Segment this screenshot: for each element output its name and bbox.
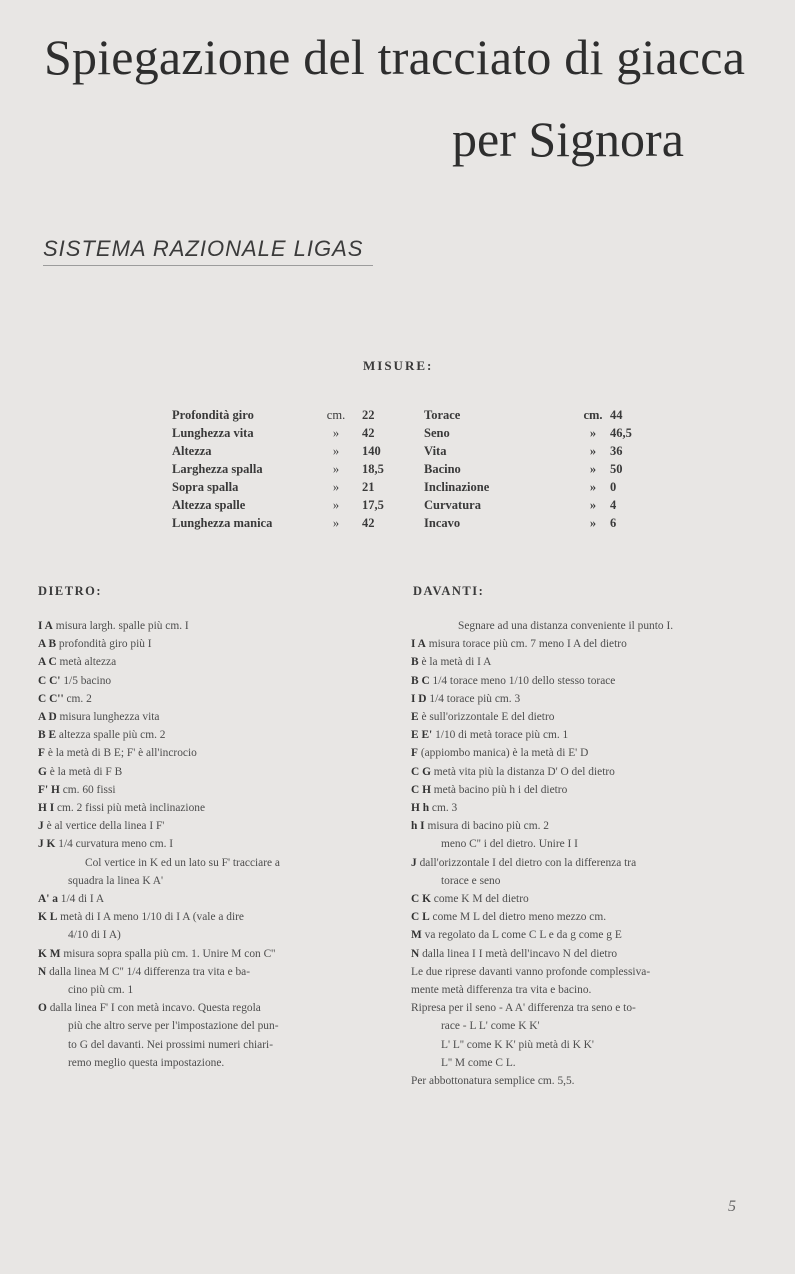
measure-label: Sopra spalla: [172, 479, 239, 494]
measure-value: 18,5: [362, 461, 384, 476]
instruction-text: L'' M come C L.: [441, 1056, 516, 1069]
instruction-text: misura torace più cm. 7 meno I A del dietro: [428, 638, 627, 651]
measure-unit: cm.: [583, 407, 603, 422]
instruction-line: [411, 963, 761, 981]
instruction-line: [411, 726, 761, 744]
instruction-line: [38, 690, 378, 708]
measure-unit: cm.: [326, 407, 346, 422]
measure-label: Lunghezza manica: [172, 515, 273, 530]
instruction-text: Col vertice in K ed un lato su F' tracciare a: [85, 856, 280, 869]
measure-value: 42: [362, 425, 375, 440]
instruction-line: [38, 981, 378, 999]
instruction-text: più che altro serve per l'impostazione del pun-: [68, 1020, 279, 1033]
point-key: C K: [411, 893, 431, 906]
point-key: E E': [411, 729, 433, 742]
instruction-line: [38, 1017, 378, 1035]
point-key: N: [38, 965, 47, 978]
measure-label: Altezza spalle: [172, 497, 246, 512]
instruction-line: [38, 945, 378, 963]
instruction-text: è la metà di I A: [421, 656, 492, 669]
measure-unit: »: [332, 497, 340, 512]
measure-label: Altezza: [172, 443, 212, 458]
instruction-line: [38, 963, 378, 981]
instruction-text: misura largh. spalle più cm. I: [55, 620, 189, 632]
point-key: J: [38, 820, 44, 833]
measure-label: Inclinazione: [424, 479, 490, 494]
point-key: B E: [38, 729, 57, 742]
point-key: F' H: [38, 783, 60, 796]
instruction-line: [411, 835, 761, 853]
measure-row: [172, 424, 650, 442]
measure-label: Incavo: [424, 515, 461, 530]
measure-unit: »: [589, 461, 597, 476]
instruction-line: [411, 890, 761, 908]
measure-unit: »: [332, 461, 340, 476]
instruction-text: 1/4 di I A: [60, 893, 105, 906]
instruction-line: [38, 1054, 378, 1072]
measure-value: 42: [362, 515, 375, 530]
measure-label: Profondità giro: [172, 407, 254, 422]
instruction-line: [38, 999, 378, 1017]
point-key: A B: [38, 638, 57, 651]
davanti-heading: DAVANTI:: [413, 584, 485, 598]
instruction-line: [411, 981, 761, 999]
point-key: I A: [411, 638, 426, 651]
instruction-text: L' L'' come K K' più metà di K K': [441, 1038, 594, 1051]
instruction-line: [411, 799, 761, 817]
point-key: C L: [411, 911, 430, 924]
instruction-text: 1/4 torace meno 1/10 dello stesso torace: [432, 674, 616, 687]
point-key: A' a: [38, 893, 58, 906]
instruction-line: [411, 653, 761, 671]
instruction-text: race - L L' come K K': [441, 1020, 540, 1033]
instruction-text: dalla linea F' I con metà incavo. Questa regola: [49, 1002, 261, 1015]
measure-row: [172, 496, 650, 514]
instruction-text: è al vertice della linea I F': [46, 820, 165, 833]
instruction-line: [38, 653, 378, 671]
instruction-line: [411, 1054, 761, 1072]
instruction-text: è sull'orizzontale E del dietro: [421, 711, 555, 724]
measure-row: [172, 514, 650, 532]
instruction-text: 1/4 curvatura meno cm. I: [58, 838, 174, 851]
instruction-text: 1/4 torace più cm. 3: [429, 692, 521, 705]
measure-label: Larghezza spalla: [172, 461, 263, 476]
measure-value: 46,5: [610, 425, 632, 440]
instruction-text: 1/5 bacino: [63, 674, 112, 687]
measure-unit: »: [332, 515, 340, 530]
davanti-instructions: [411, 617, 761, 1090]
point-key: G: [38, 765, 47, 778]
instruction-text: misura di bacino più cm. 2: [427, 820, 549, 833]
point-key: C C'': [38, 692, 64, 705]
measure-value: 4: [610, 497, 617, 512]
instruction-text: Per abbottonatura semplice cm. 5,5.: [411, 1075, 575, 1088]
point-key: H h: [411, 802, 430, 815]
instruction-text: mente metà differenza tra vita e bacino.: [411, 984, 592, 997]
instruction-text: squadra la linea K A': [68, 874, 164, 887]
instruction-line: [38, 672, 378, 690]
measure-unit: »: [332, 479, 340, 494]
instruction-text: cm. 2: [66, 692, 92, 705]
point-key: B C: [411, 674, 430, 687]
instruction-line: [38, 908, 378, 926]
instruction-text: profondità giro più I: [58, 638, 152, 651]
point-key: C H: [411, 783, 431, 796]
instruction-text: cm. 2 fissi più metà inclinazione: [57, 802, 206, 815]
point-key: h I: [411, 820, 425, 833]
instruction-line: [411, 690, 761, 708]
instruction-text: metà altezza: [59, 656, 117, 669]
instruction-text: misura lunghezza vita: [59, 711, 160, 724]
measure-value: 140: [362, 443, 381, 458]
instruction-text: metà vita più la distanza D' O del dietro: [433, 765, 615, 778]
instruction-line: [411, 708, 761, 726]
instruction-text: to G del davanti. Nei prossimi numeri chiari-: [68, 1038, 273, 1051]
point-key: E: [411, 711, 419, 724]
point-key: C G: [411, 765, 431, 778]
instruction-text: dall'orizzontale I del dietro con la differenza tra: [419, 856, 637, 869]
instruction-text: misura sopra spalla più cm. 1. Unire M con C'': [63, 947, 276, 960]
instruction-text: Ripresa per il seno - A A' differenza tra seno e to-: [411, 1002, 636, 1015]
instruction-line: [411, 781, 761, 799]
measure-label: Vita: [424, 443, 447, 458]
measures-heading: MISURE:: [363, 358, 434, 373]
instruction-line: [411, 854, 761, 872]
point-key: K M: [38, 947, 61, 960]
instruction-line: [411, 872, 761, 890]
instruction-line: [411, 908, 761, 926]
instruction-line: [411, 1036, 761, 1054]
instruction-text: metà di I A meno 1/10 di I A (vale a dire: [60, 911, 244, 924]
instruction-text: cm. 3: [431, 802, 458, 815]
instruction-line: [38, 835, 378, 853]
instruction-line: [411, 817, 761, 835]
measure-unit: »: [589, 497, 597, 512]
instruction-text: 1/10 di metà torace più cm. 1: [435, 729, 569, 742]
instruction-line: [38, 799, 378, 817]
instruction-text: Le due riprese davanti vanno profonde complessiva-: [411, 965, 651, 978]
instruction-line: [38, 926, 378, 944]
measure-unit: »: [332, 443, 340, 458]
instruction-text: cino più cm. 1: [68, 984, 134, 997]
measure-label: Torace: [424, 407, 461, 422]
instruction-line: [411, 763, 761, 781]
instruction-line: [411, 926, 761, 944]
instruction-line: [411, 617, 761, 635]
dietro-heading: DIETRO:: [38, 584, 102, 598]
point-key: H I: [38, 802, 55, 815]
instruction-text: meno C'' i del dietro. Unire I I: [441, 838, 578, 851]
measure-unit: »: [589, 479, 597, 494]
instruction-text: torace e seno: [441, 874, 501, 887]
instruction-line: [411, 945, 761, 963]
page-title-line2: per Signora: [452, 111, 684, 167]
point-key: I A: [38, 620, 53, 632]
instruction-text: è la metà di F B: [49, 765, 123, 778]
instruction-text: Segnare ad una distanza conveniente il punto I.: [458, 620, 674, 632]
measure-value: 44: [610, 407, 623, 422]
point-key: N: [411, 947, 420, 960]
point-key: J: [411, 856, 417, 869]
point-key: M: [411, 929, 422, 942]
instruction-line: [38, 781, 378, 799]
instruction-line: [411, 1072, 761, 1090]
instruction-text: remo meglio questa impostazione.: [68, 1056, 225, 1069]
instruction-line: [411, 744, 761, 762]
page-number: 5: [728, 1198, 736, 1215]
instruction-line: [38, 744, 378, 762]
instruction-line: [411, 635, 761, 653]
instruction-text: (appiombo manica) è la metà di E' D: [420, 747, 589, 760]
measure-label: Bacino: [424, 461, 461, 476]
measure-value: 17,5: [362, 497, 384, 512]
measure-row: [172, 442, 650, 460]
instruction-text: 4/10 di I A): [68, 929, 121, 942]
instruction-line: [38, 708, 378, 726]
instruction-text: va regolato da L come C L e da g come g E: [424, 929, 622, 942]
system-subtitle: SISTEMA RAZIONALE LIGAS: [43, 236, 373, 266]
measure-value: 0: [610, 479, 617, 494]
point-key: A C: [38, 656, 57, 669]
instruction-text: dalla linea I I metà dell'incavo N del dietro: [422, 947, 618, 960]
measure-unit: »: [332, 425, 340, 440]
instruction-line: [38, 726, 378, 744]
point-key: I D: [411, 692, 427, 705]
measure-row: [172, 406, 650, 424]
instruction-text: come M L del dietro meno mezzo cm.: [432, 911, 607, 924]
instruction-text: altezza spalle più cm. 2: [58, 729, 166, 742]
measure-value: 21: [362, 479, 375, 494]
instruction-line: [411, 1017, 761, 1035]
instruction-text: come K M del dietro: [433, 893, 529, 906]
instruction-text: cm. 60 fissi: [62, 783, 116, 796]
instruction-line: [38, 617, 378, 635]
instruction-line: [38, 854, 378, 872]
measure-value: 6: [610, 515, 617, 530]
measure-value: 22: [362, 407, 375, 422]
instruction-line: [38, 872, 378, 890]
point-key: F: [411, 747, 418, 760]
instruction-line: [38, 817, 378, 835]
instruction-line: [411, 672, 761, 690]
instruction-line: [411, 999, 761, 1017]
instruction-line: [38, 635, 378, 653]
instruction-text: dalla linea M C'' 1/4 differenza tra vita e ba-: [49, 965, 251, 978]
point-key: K L: [38, 911, 58, 924]
measure-label: Lunghezza vita: [172, 425, 254, 440]
measure-row: [172, 460, 650, 478]
measure-label: Seno: [424, 425, 450, 440]
dietro-instructions: [38, 617, 378, 1072]
point-key: A D: [38, 711, 57, 724]
instruction-text: è la metà di B E; F' è all'incrocio: [47, 747, 197, 760]
measure-value: 50: [610, 461, 623, 476]
point-key: F: [38, 747, 45, 760]
point-key: J K: [38, 838, 56, 851]
measure-row: [172, 478, 650, 496]
point-key: B: [411, 656, 419, 669]
instruction-line: [38, 1036, 378, 1054]
measure-unit: »: [589, 443, 597, 458]
measures-table: [172, 406, 650, 532]
point-key: C C': [38, 674, 61, 687]
measure-unit: »: [589, 515, 597, 530]
measure-label: Curvatura: [424, 497, 481, 512]
instruction-text: metà bacino più h i del dietro: [433, 783, 568, 796]
measure-unit: »: [589, 425, 597, 440]
instruction-line: [38, 890, 378, 908]
page-title-line1: Spiegazione del tracciato di giacca: [44, 29, 746, 85]
instruction-line: [38, 763, 378, 781]
point-key: O: [38, 1002, 47, 1015]
measure-value: 36: [610, 443, 623, 458]
